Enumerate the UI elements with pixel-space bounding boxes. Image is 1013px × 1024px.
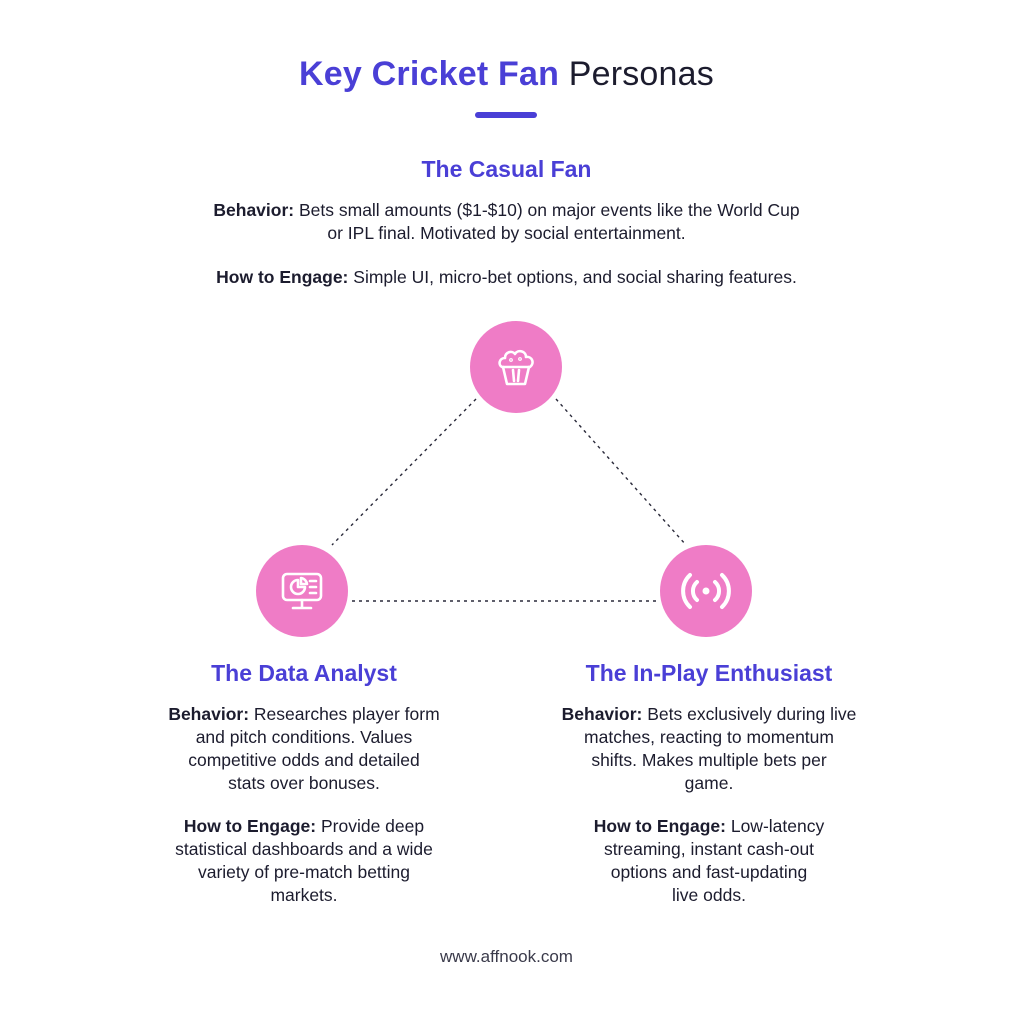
- analyst-engage-label: How to Engage:: [183, 816, 317, 836]
- inplay-engage-line-4: live odds.: [672, 885, 746, 905]
- inplay-engage-text-1: Low-latency: [730, 816, 825, 836]
- broadcast-signal-icon: [660, 545, 752, 637]
- title-accent: Key Cricket Fan: [299, 55, 560, 93]
- analyst-engage-line-1: [123, 815, 485, 838]
- inplay-engage-label: How to Engage:: [593, 816, 726, 836]
- inplay-behavior-line-4: game.: [684, 773, 734, 793]
- inplay-behavior-text-1: Bets exclusively during live: [647, 704, 857, 724]
- inplay-engage-line-3: options and fast-updating: [610, 862, 808, 882]
- casual-behavior-line-2: or IPL final. Motivated by social entertainment.: [327, 223, 686, 243]
- analyst-engage-line-2: statistical dashboards and a wide: [175, 839, 433, 859]
- analyst-engage-line-3: variety of pre-match betting: [197, 862, 411, 882]
- inplay-behavior-line-2: matches, reacting to momentum: [584, 727, 834, 747]
- analyst-behavior-line-3: competitive odds and detailed: [188, 750, 420, 770]
- inplay-behavior-line-3: shifts. Makes multiple bets per: [591, 750, 827, 770]
- data-analyst-title: The Data Analyst: [211, 660, 397, 686]
- analyst-behavior-line-4: stats over bonuses.: [228, 773, 380, 793]
- analyst-behavior-line-2: and pitch conditions. Values: [195, 727, 413, 747]
- casual-behavior-text-1: Bets small amounts ($1-$10) on major events like the World Cup: [298, 200, 800, 220]
- inplay-engage-line-1: [528, 815, 890, 838]
- connector-casual-inplay: [556, 399, 686, 545]
- casual-engage-text: Simple UI, micro-bet options, and social sharing features.: [353, 267, 797, 287]
- in-play-behavior: [528, 703, 890, 795]
- in-play-enthusiast-title: The In-Play Enthusiast: [585, 660, 833, 686]
- inplay-engage-line-2: streaming, instant cash-out: [603, 839, 815, 859]
- data-analyst-behavior: [123, 703, 485, 795]
- inplay-behavior-line-1: [528, 703, 890, 726]
- in-play-engage: [528, 815, 890, 907]
- data-analyst-engage: [123, 815, 485, 907]
- dashboard-monitor-icon: [256, 545, 348, 637]
- analyst-engage-text-1: Provide deep: [320, 816, 425, 836]
- analyst-behavior-line-1: [123, 703, 485, 726]
- casual-behavior-label: Behavior:: [213, 200, 295, 220]
- analyst-engage-line-4: markets.: [270, 885, 338, 905]
- analyst-behavior-label: Behavior:: [168, 704, 250, 724]
- title-rest: Personas: [568, 55, 714, 93]
- analyst-behavior-text-1: Researches player form: [253, 704, 440, 724]
- footer-website[interactable]: www.affnook.com: [440, 947, 573, 966]
- inplay-behavior-label: Behavior:: [561, 704, 643, 724]
- casual-engage-label: How to Engage:: [216, 267, 349, 287]
- casual-fan-title: The Casual Fan: [421, 156, 592, 182]
- connector-casual-analyst: [332, 399, 476, 545]
- muffin-icon: [470, 321, 562, 413]
